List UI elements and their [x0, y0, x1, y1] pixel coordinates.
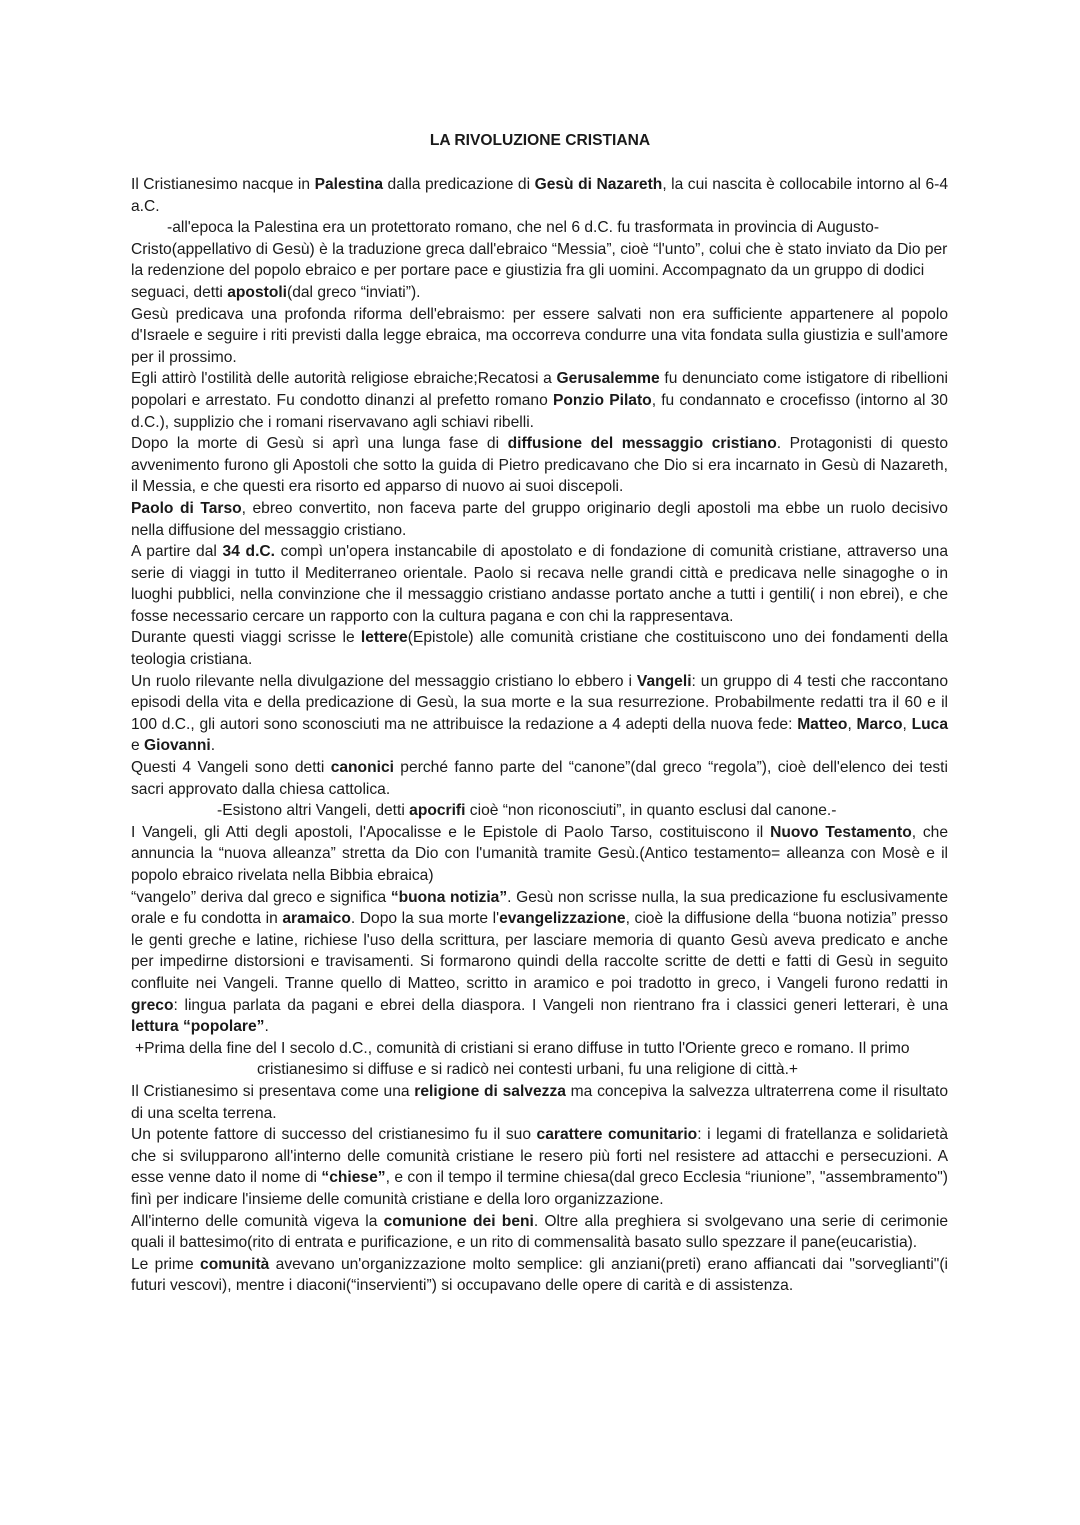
text-span: avevano un'organizzazione molto semplice: gli anziani(preti) erano affiancati dai "sorveglianti"(i futuri vescovi), mentre i diaconi(“inservienti”) si occupavano delle opere di carità e di assistenza. [131, 1255, 948, 1295]
text-span: Il Cristianesimo si presentava come una [131, 1082, 415, 1100]
paragraph-reform: Gesù predicava una profonda riforma dell'ebraismo: per essere salvati non era sufficiente appartenere al popolo d'Israele e seguire i riti previsti dalla legge ebraica, ma occorreva condurre una vita fondata sulla giustizia e sull'amore per il prossimo. [131, 305, 948, 366]
bold-term: Palestina [314, 176, 384, 193]
text-span: , [847, 715, 857, 733]
text-span: compì un'opera instancabile di apostolato e di fondazione di comunità cristiane, attraverso una serie di viaggi in tutto il Mediterraneo orientale. Paolo si recava nelle grandi città e predicava nelle sinagoghe o in luoghi pubblici, nella convinzione che il messaggio cristiano andasse portato anche a tutti i gentili( i non ebrei), e che fosse necessario cercare un rapporto con la cultura pagana e con chi la rappresentava. [131, 543, 948, 625]
paragraph-salvezza [131, 1081, 948, 1124]
bold-term: carattere comunitario [536, 1126, 698, 1144]
text-span: Un ruolo rilevante nella divulgazione del messaggio cristiano lo ebbero i [131, 672, 637, 690]
paragraph-nuovo-testamento [131, 822, 948, 887]
bold-term: Luca [911, 715, 948, 733]
bold-term: Gerusalemme [556, 370, 660, 388]
text-span: , la cui nascita è collocabile intorno al 6-4 a.C. [131, 176, 948, 215]
document-body [131, 174, 948, 1297]
text-span: , ebreo convertito, non faceva parte del gruppo originario degli apostoli ma ebbe un ruolo decisivo nella diffusione del messaggio cristiano. [131, 499, 948, 539]
text-span: . Dopo la sua morte l' [350, 910, 500, 928]
page-title: LA RIVOLUZIONE CRISTIANA [429, 132, 651, 149]
bold-term: religione di salvezza [414, 1082, 566, 1100]
paragraph-vangelo-meaning [131, 887, 948, 1038]
text-span: , e con il tempo il termine chiesa(dal greco Ecclesia “riunione”, "assembramento") finì per indicare l'insieme delle comunità cristiane e della loro organizzazione. [131, 1169, 949, 1208]
paragraph-origins [131, 174, 948, 217]
text-span: All'interno delle comunità vigeva la [131, 1212, 384, 1230]
text-span: (dal greco “inviati”). [287, 283, 421, 301]
bold-term: apocrifi [409, 802, 466, 820]
text-span: , [902, 715, 912, 733]
text-span: -Esistono altri Vangeli, detti [217, 802, 410, 820]
text-span: . Gesù non scrisse nulla, la sua predicazione fu esclusivamente orale e fu condotta in [131, 888, 949, 928]
bold-term: aramaico [282, 910, 351, 928]
bold-term: diffusione del messaggio cristiano [507, 435, 777, 453]
paragraph-arrest [131, 368, 948, 433]
text-span: : i legami di fratellanza e solidarietà che si svilupparono all'interno delle comunità cristiane le resero più forti nel resistere ad attacchi e persecuzioni. A esse venne dato il nome di [131, 1126, 948, 1187]
text-span: ma concepiva la salvezza ultraterrena come il risultato di una scelta terrena. [131, 1082, 948, 1122]
paragraph-vangeli [131, 671, 948, 757]
text-span: fu denunciato come istigatore di ribellioni popolari e arrestato. Fu condotto dinanzi al prefetto romano [131, 370, 948, 409]
paragraph-canonici [131, 757, 948, 800]
paragraph-organizzazione [131, 1254, 948, 1297]
paragraph-paolo [131, 498, 948, 541]
text-span: Un potente fattore di successo del cristianesimo fu il suo [131, 1126, 537, 1144]
text-span: , cioè la diffusione della “buona notizia” presso le genti greche e latine, richiese l'uso della scrittura, per lasciare memoria di quanto Gesù aveva predicato e anche per impedirne distorsioni e travisamenti. Si formarono quindi della raccolte scritte de detti e fatti di Gesù in seguito confluite nei Vangeli. Tranne quello di Matteo, scritto in aramico e poi tradotto in greco, i Vangeli furono redatti in [131, 910, 948, 992]
text-span: . Protagonisti di questo avvenimento furono gli Apostoli che sotto la guida di Pietro predicavano che Dio si era incarnato in Gesù di Nazareth, il Messia, e che questi era risorto ed apparso di nuovo ai suoi discepoli. [131, 435, 948, 496]
bold-term: Marco [856, 715, 903, 733]
paragraph-letters [131, 627, 948, 670]
bold-term: canonici [330, 759, 394, 777]
text-span: : un gruppo di 4 testi che raccontano episodi della vita e della predicazione di Gesù, la sua morte e la sua resurrezione. Probabilmente redatti tra il 60 e il 100 d.C., gli autori sono sconosciuti ma ne attribuisce la redazione a 4 adepti della nuova fede: [131, 672, 949, 733]
text-span: perché fanno parte del “canone”(dal greco “regola”), cioè dell'elenco dei testi sacri approvato dalla chiesa cattolica. [131, 759, 948, 798]
paragraph-cristo [131, 239, 948, 304]
bold-term: lettura “popolare” [131, 1018, 265, 1036]
paragraph-comunitario [131, 1124, 948, 1210]
text-span: “vangelo” deriva dal greco e significa [131, 888, 391, 906]
paragraph-diffusion [131, 433, 948, 498]
text-span: I Vangeli, gli Atti degli apostoli, l'Apocalisse e le Epistole di Paolo Tarso, costituiscono il [131, 823, 771, 841]
note-line-1: +Prima della fine del I secolo d.C., comunità di cristiani si erano diffuse in tutto l'Oriente greco e romano. Il primo [135, 1039, 910, 1057]
text-span: Il Cristianesimo nacque in [131, 176, 315, 193]
bold-term: comunione dei beni [383, 1212, 534, 1230]
text-span: . [210, 737, 216, 755]
bold-term: Nuovo Testamento [770, 823, 912, 841]
bold-term: Vangeli [636, 672, 692, 690]
text-span: Egli attirò l'ostilità delle autorità religiose ebraiche;Recatosi a [131, 370, 557, 388]
bold-term: “buona notizia” [390, 888, 508, 906]
paragraph-apostolate [131, 541, 948, 627]
bold-term: comunità [200, 1255, 270, 1273]
paragraph-comunione [131, 1211, 948, 1254]
text-span: (Epistole) alle comunità cristiane che costituiscono uno dei fondamenti della teologia cristiana. [131, 629, 948, 669]
paragraph-palestine-note: -all'epoca la Palestina era un protettorato romano, che nel 6 d.C. fu trasformata in provincia di Augusto- [167, 219, 880, 237]
bold-term: Giovanni [144, 737, 211, 755]
text-span: Dopo la morte di Gesù si aprì una lunga fase di [131, 435, 508, 453]
bold-term: greco [131, 996, 174, 1014]
text-span: dalla predicazione di [383, 176, 535, 193]
text-span: , che annuncia la “nuova alleanza” stretta da Dio con l'umanità tramite Gesù.(Antico testamento= alleanza con Mosè e il popolo ebraico rivelata nella Bibbia ebraica) [131, 823, 948, 884]
bold-term: Ponzio Pilato [552, 391, 652, 409]
note-line-2: cristianesimo si diffuse e si radicò nei contesti urbani, fu una religione di città.+ [257, 1061, 799, 1079]
bold-term: apostoli [227, 283, 288, 301]
text-span: A partire dal [131, 543, 223, 561]
bold-term: “chiese” [321, 1169, 386, 1187]
bold-term: Paolo di Tarso [131, 499, 242, 517]
text-span: : lingua parlata da pagani e ebrei della diaspora. I Vangeli non rientrano fra i classici generi letterari, è una [173, 996, 948, 1014]
text-span: , fu condannato e crocefisso (intorno al 30 d.C.), supplizio che i romani riservavano agli schiavi ribelli. [131, 391, 948, 431]
text-span: . [264, 1018, 269, 1036]
text-span: . Oltre alla preghiera si svolgevano una serie di cerimonie quali il battesimo(rito di entrata e purificazione, e un rito di commensalità basato sullo spezzare il pane(eucaristia). [131, 1212, 948, 1252]
bold-term: lettere [360, 629, 408, 647]
bold-term: 34 d.C. [222, 543, 276, 561]
bold-term: Matteo [797, 715, 848, 733]
text-span: cioè “non riconosciuti”, in quanto esclusi dal canone.- [465, 802, 837, 820]
text-span: Durante questi viaggi scrisse le [131, 629, 361, 647]
text-span: Questi 4 Vangeli sono detti [131, 759, 331, 777]
text-span: e [131, 737, 145, 755]
text-span: Le prime [131, 1255, 201, 1273]
paragraph-apocrifi [131, 800, 948, 822]
bold-term: evangelizzazione [499, 910, 626, 928]
bold-term: Gesù di Nazareth [534, 176, 663, 193]
text-span: Cristo(appellativo di Gesù) è la traduzione greca dall'ebraico “Messia”, cioè “l'unto”, colui che è stato inviato da Dio per la redenzione del popolo ebraico e per portare pace e giustizia fra gli uomini. Accompagnato da un gruppo di dodici seguaci, detti [131, 240, 948, 301]
